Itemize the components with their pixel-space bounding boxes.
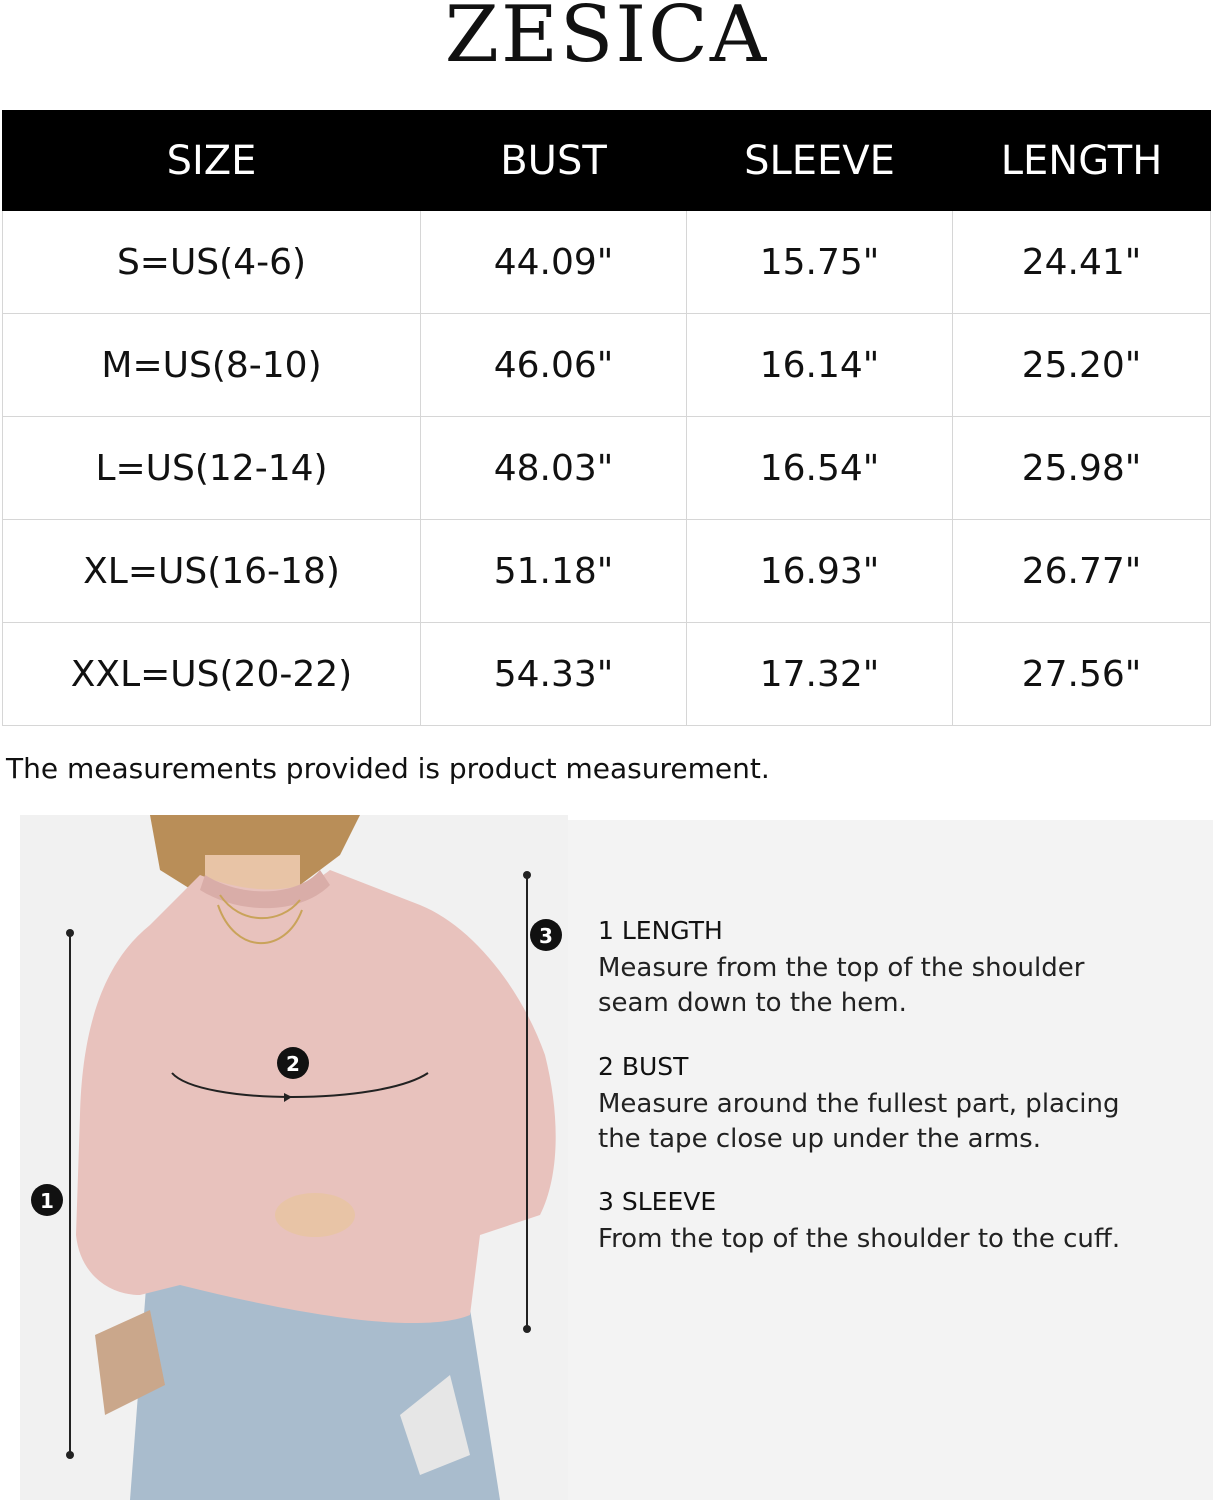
cell-size: XL=US(16-18) xyxy=(3,520,421,623)
cell-sleeve: 16.14" xyxy=(687,314,953,417)
length-measure-start xyxy=(66,929,74,937)
table-row xyxy=(3,520,1211,623)
cell-size: L=US(12-14) xyxy=(3,417,421,520)
cell-length: 26.77" xyxy=(953,520,1211,623)
guide-bust-desc-line1: Measure around the fullest part, placing xyxy=(598,1089,1120,1119)
header-sleeve: SLEEVE xyxy=(687,111,953,211)
marker-1-label: 1 xyxy=(40,1189,54,1213)
guide-sleeve-desc-line1: From the top of the shoulder to the cuff. xyxy=(598,1224,1121,1254)
cell-length: 24.41" xyxy=(953,211,1211,314)
cell-sleeve: 16.54" xyxy=(687,417,953,520)
cell-length: 25.20" xyxy=(953,314,1211,417)
hand-shape xyxy=(275,1193,355,1237)
cell-bust: 44.09" xyxy=(421,211,687,314)
measurement-note: The measurements provided is product measurement. xyxy=(6,752,770,785)
guide-length-desc-line2: seam down to the hem. xyxy=(598,988,907,1018)
size-chart-table xyxy=(2,110,1211,726)
table-row xyxy=(3,417,1211,520)
cell-sleeve: 15.75" xyxy=(687,211,953,314)
cell-length: 25.98" xyxy=(953,417,1211,520)
sleeve-measure-end xyxy=(523,1325,531,1333)
table-row xyxy=(3,623,1211,726)
guide-length xyxy=(598,916,1198,1021)
measurement-guide xyxy=(568,820,1213,1500)
sleeve-measure-start xyxy=(523,871,531,879)
model-photo xyxy=(0,815,568,1500)
guide-length-title: 1 LENGTH xyxy=(598,916,723,945)
cell-size: XXL=US(20-22) xyxy=(3,623,421,726)
cell-sleeve: 16.93" xyxy=(687,520,953,623)
marker-2-label: 2 xyxy=(286,1052,300,1076)
table-row xyxy=(3,314,1211,417)
cell-bust: 51.18" xyxy=(421,520,687,623)
guide-bust-desc-line2: the tape close up under the arms. xyxy=(598,1124,1041,1154)
table-header-row xyxy=(3,111,1211,211)
header-bust: BUST xyxy=(421,111,687,211)
marker-3-label: 3 xyxy=(539,924,553,948)
header-size: SIZE xyxy=(3,111,421,211)
cell-bust: 48.03" xyxy=(421,417,687,520)
guide-sleeve-title: 3 SLEEVE xyxy=(598,1187,717,1216)
cell-size: S=US(4-6) xyxy=(3,211,421,314)
cell-length: 27.56" xyxy=(953,623,1211,726)
guide-sleeve xyxy=(598,1187,1198,1257)
cell-bust: 46.06" xyxy=(421,314,687,417)
cell-bust: 54.33" xyxy=(421,623,687,726)
guide-bust-title: 2 BUST xyxy=(598,1052,689,1081)
cell-sleeve: 17.32" xyxy=(687,623,953,726)
guide-bust xyxy=(598,1052,1198,1157)
guide-length-desc-line1: Measure from the top of the shoulder xyxy=(598,953,1085,983)
cell-size: M=US(8-10) xyxy=(3,314,421,417)
table-row xyxy=(3,211,1211,314)
brand-logo: ZESICA xyxy=(444,0,769,80)
header-length: LENGTH xyxy=(953,111,1211,211)
length-measure-end xyxy=(66,1451,74,1459)
